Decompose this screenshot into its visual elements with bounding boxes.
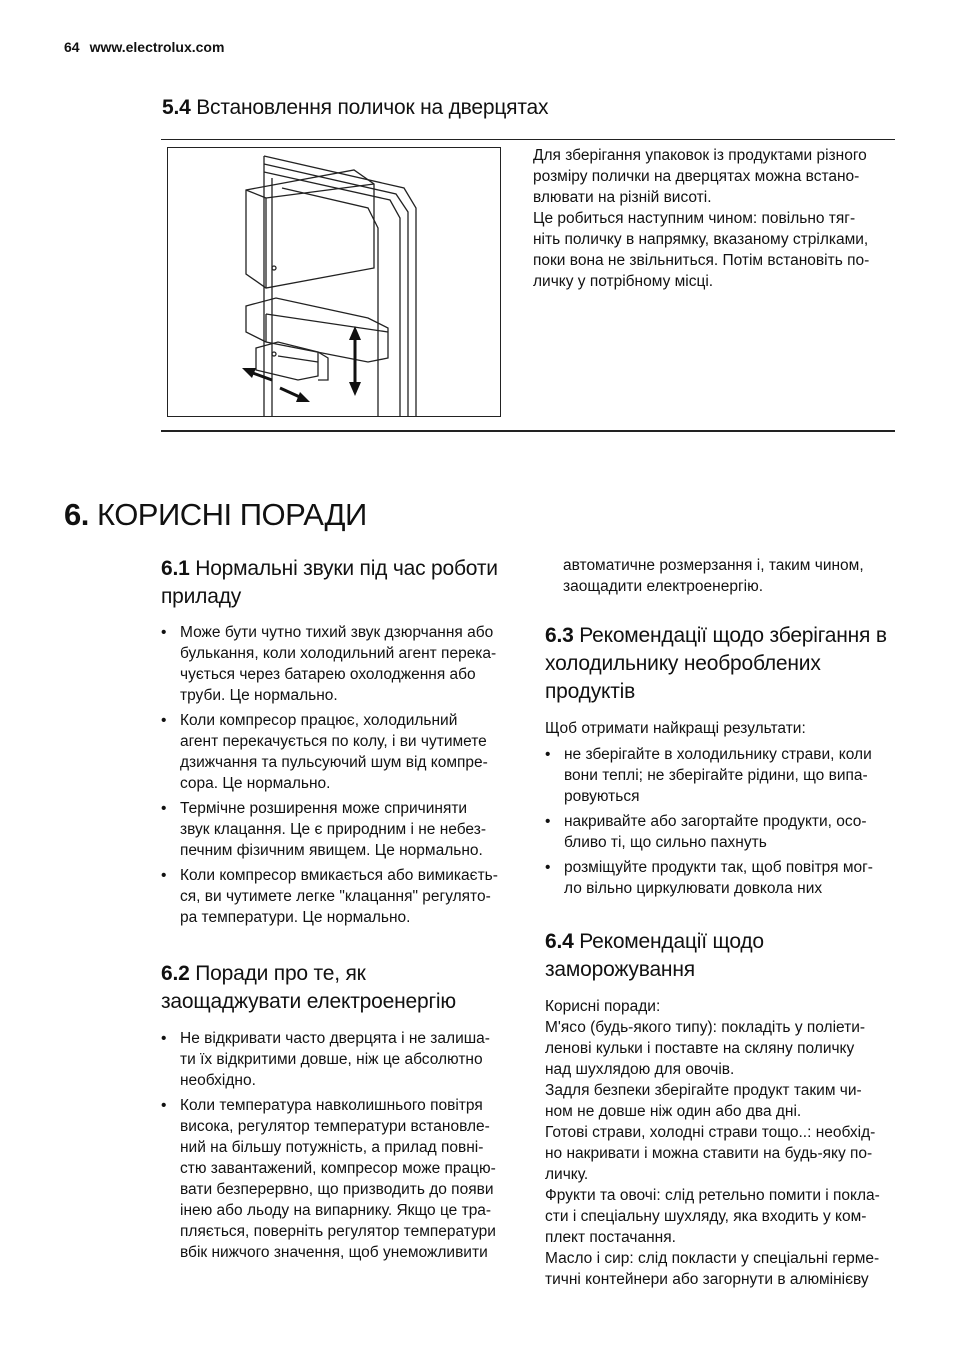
text-line: влювати на різній висоті. <box>533 189 712 206</box>
text-line: ніть поличку в напрямку, вказаному стрілками, <box>533 231 869 248</box>
section-title: Рекомендації щодо зберігання в <box>579 624 887 647</box>
section-title: Нормальні звуки під час роботи <box>195 557 498 580</box>
section-number: 5.4 <box>162 96 191 119</box>
section-title: заморожування <box>545 958 695 981</box>
list-item: • розміщуйте продукти так, щоб повітря мог- ло вільно циркулювати довкола них <box>545 857 895 899</box>
section-title: приладу <box>161 585 242 608</box>
text-line: Задля безпеки зберігайте продукт таким чи- <box>545 1082 862 1099</box>
section-number: 6.4 <box>545 930 574 953</box>
text-line: плект постачання. <box>545 1229 676 1246</box>
section-number: 6.3 <box>545 624 574 647</box>
list-item: • накривайте або загортайте продукти, осо- бливо ті, що сильно пахнуть <box>545 811 895 853</box>
chapter-title: КОРИСНІ ПОРАДИ <box>96 497 367 532</box>
section-6-3-intro: Щоб отримати найкращі результати: <box>545 720 806 737</box>
text-line: М'ясо (будь-якого типу): покладіть у поліети- <box>545 1019 866 1036</box>
list-item: • Коли компресор працює, холодильний агент перекачується по колу, і ви чутимете дзижчання та пульсуючий шум від компре- сора. Це нормально. <box>161 710 513 794</box>
page-header <box>64 39 224 55</box>
text-line: сти і спеціальну шухляду, яка входить у ком- <box>545 1208 867 1225</box>
section-title: Поради про те, як <box>195 962 366 985</box>
door-shelf-illustration <box>167 147 501 417</box>
text-line: Готові страви, холодні страви тощо..: необхід- <box>545 1124 876 1141</box>
section-title: Встановлення поличок на дверцятах <box>196 96 549 119</box>
list-item: • Не відкривати часто дверцята і не залиша- ти їх відкритими довше, ніж це абсолютно необхідно. <box>161 1028 513 1091</box>
text-line: розміру полички на дверцятах можна встано- <box>533 168 860 185</box>
section-title: Рекомендації щодо <box>579 930 764 953</box>
section-6-1-heading <box>161 555 513 611</box>
text-line: Для зберігання упаковок із продуктами різного <box>533 147 867 164</box>
section-6-3-heading <box>545 622 895 706</box>
section-6-1-list <box>161 622 513 932</box>
section-6-4-text <box>545 996 895 1290</box>
section-6-4-heading <box>545 928 895 984</box>
section-number: 6.2 <box>161 962 190 985</box>
door-shelf-drawing <box>168 148 500 416</box>
section-number: 6.1 <box>161 557 190 580</box>
list-item: • Термічне розширення може спричиняти звук клацання. Це є природним і не небез- печним фізичним явищем. Це нормально. <box>161 798 513 861</box>
list-item: • Коли температура навколишнього повітря висока, регулятор температури встановле- ний на більшу потужність, а прилад повні- стю завантажений, компресор може працю- вати безперервно, що призводить до появи інею або льоду на випарнику. Якщо це тра- пляється, поверніть регулятор температури вбік нижчого значення, щоб унеможливити <box>161 1095 513 1263</box>
section-5-4-heading <box>162 96 548 120</box>
text-line: автоматичне розмерзання і, таким чином, <box>563 557 864 574</box>
section-6-2-heading <box>161 960 513 1016</box>
list-item: • Коли компресор вмикається або вимикаєть- ся, ви чутимете легке "клацання" регулято- ра температури. Це нормально. <box>161 865 513 928</box>
website-url: www.electrolux.com <box>89 39 225 55</box>
section-6-2-list <box>161 1028 513 1267</box>
text-line: поки вона не звільниться. Потім встановіть по- <box>533 252 870 269</box>
section-6-2-continued <box>563 555 895 597</box>
section-bottom-rule <box>161 430 895 432</box>
list-item: • не зберігайте в холодильнику страви, коли вони теплі; не зберігайте рідини, що випа- ровуються <box>545 744 895 807</box>
text-line: но накривати і можна ставити на будь-яку по- <box>545 1145 873 1162</box>
section-title: холодильнику необроблених <box>545 652 821 675</box>
chapter-number: 6. <box>64 497 89 532</box>
text-line: ном не довше ніж один або два дні. <box>545 1103 802 1120</box>
section-top-rule <box>161 139 895 140</box>
chapter-6-heading <box>64 497 367 533</box>
text-line: Фрукти та овочі: слід ретельно помити і покла- <box>545 1187 880 1204</box>
page-number: 64 <box>64 39 80 55</box>
text-line: Масло і сир: слід покласти у спеціальні герме- <box>545 1250 880 1267</box>
text-line: Корисні поради: <box>545 998 661 1015</box>
text-line: Це робиться наступним чином: повільно тяг- <box>533 210 856 227</box>
section-5-4-text <box>533 145 893 292</box>
section-title: продуктів <box>545 680 636 703</box>
text-line: личку у потрібному місці. <box>533 273 714 290</box>
list-item: • Може бути чутно тихий звук дзюрчання або булькання, коли холодильний агент перека- чується через батарею охолодження або труби. Це нормально. <box>161 622 513 706</box>
text-line: над шухлядою для овочів. <box>545 1061 735 1078</box>
text-line: личку. <box>545 1166 589 1183</box>
text-line: тичні контейнери або загорнути в алюмінієву <box>545 1271 869 1288</box>
section-title: заощаджувати електроенергію <box>161 990 456 1013</box>
section-6-3-list <box>545 744 895 903</box>
text-line: заощадити електроенергію. <box>563 578 764 595</box>
text-line: ленові кульки і поставте на скляну поличку <box>545 1040 855 1057</box>
